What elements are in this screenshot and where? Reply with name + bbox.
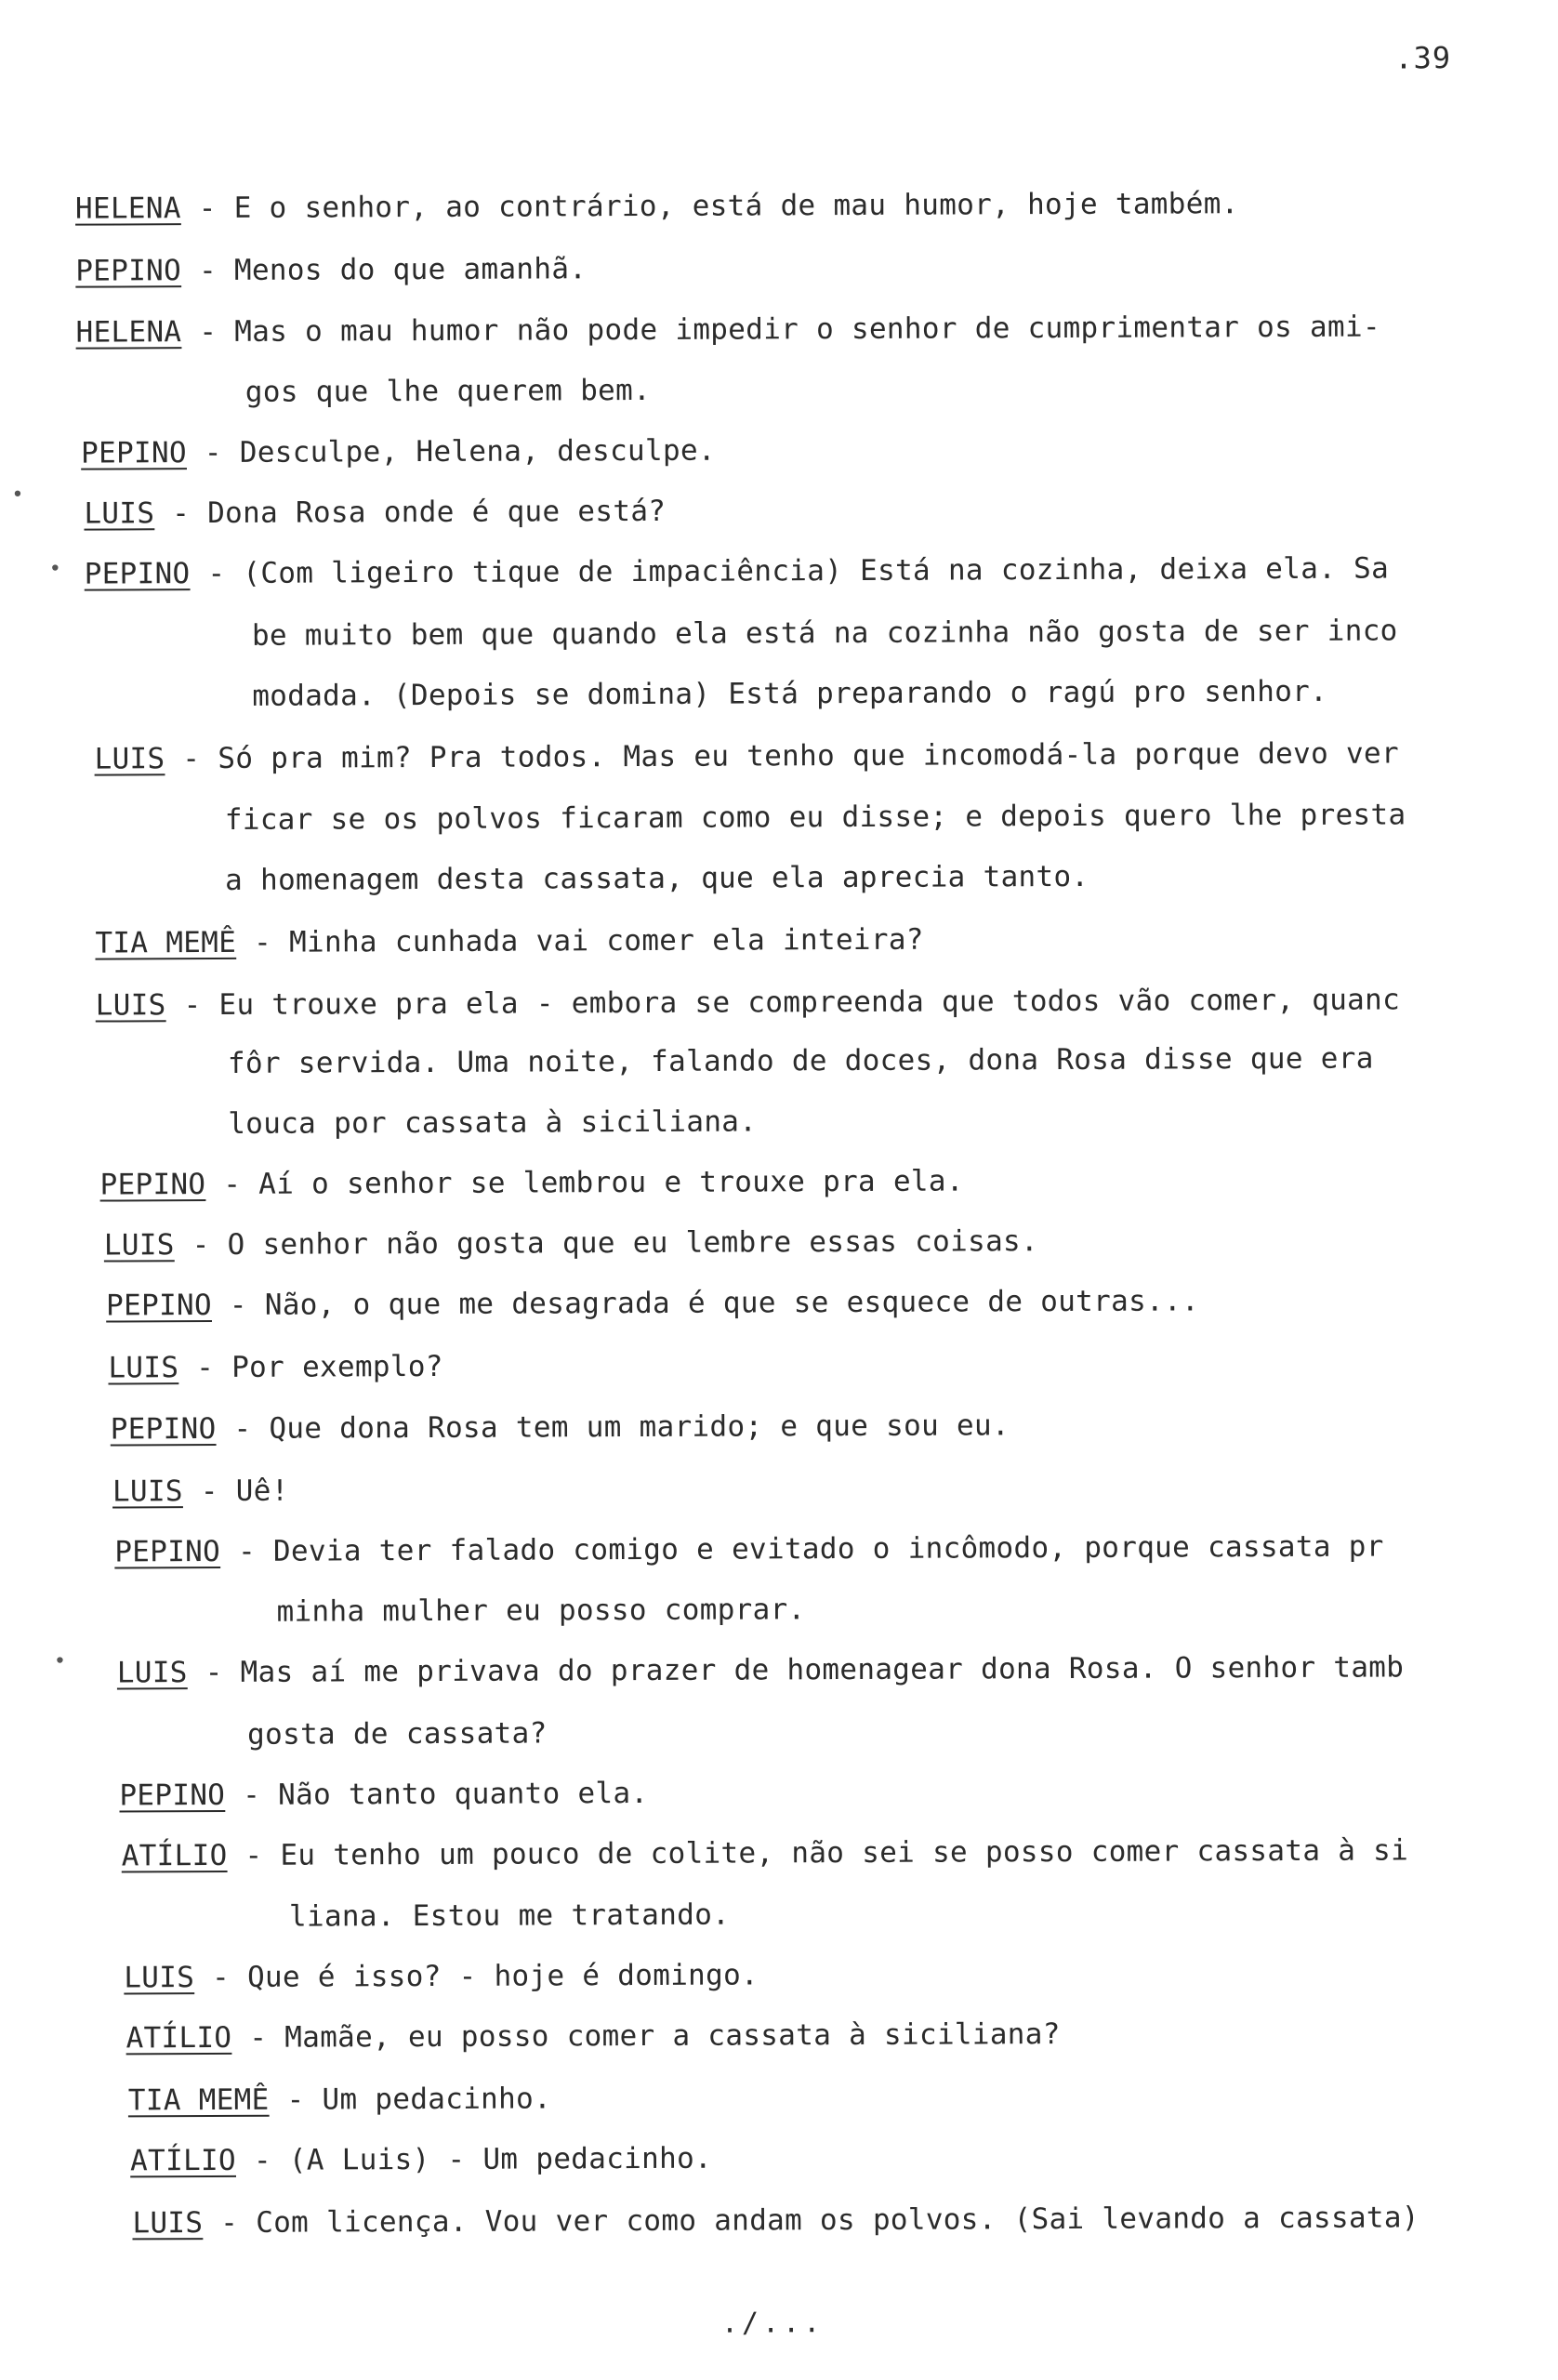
speaker-name: HELENA	[75, 315, 182, 350]
dialogue-text: - Eu tenho um pouco de colite, não sei se posso comer cassata à si	[227, 1833, 1409, 1872]
dialogue-text: - Dona Rosa onde é que está?	[154, 494, 667, 531]
script-line	[94, 734, 1398, 777]
script-line	[114, 1528, 1384, 1571]
script-line	[128, 2080, 551, 2119]
speaker-name: PEPINO	[106, 1289, 213, 1323]
speaker-name: LUIS	[132, 2206, 204, 2241]
speaker-name: LUIS	[103, 1228, 175, 1263]
speaker-name: HELENA	[74, 192, 181, 226]
speaker-name: PEPINO	[119, 1778, 226, 1813]
dialogue-text: - Mas o mau humor não pode impedir o senhor de cumprimentar os ami-	[181, 310, 1380, 350]
dialogue-text: - (A Luis) - Um pedacinho.	[235, 2141, 713, 2177]
dialogue-text: - E o senhor, ao contrário, está de mau humor, hoje também.	[180, 187, 1239, 226]
speaker-name: PEPINO	[99, 1168, 206, 1202]
dialogue-text: louca por cassata à siciliana.	[228, 1104, 758, 1141]
speaker-name: TIA MEMÊ	[127, 2082, 270, 2118]
speaker-name: ATÍLIO	[125, 2020, 232, 2056]
dialogue-text: minha mulher eu posso comprar.	[276, 1593, 806, 1629]
dialogue-text: - Mamãe, eu posso comer a cassata à siciliana?	[231, 2017, 1061, 2055]
dialogue-text: - Só pra mim? Pra todos. Mas eu tenho que incomodá-la porque devo ver	[165, 736, 1399, 776]
script-line	[108, 1348, 442, 1387]
dialogue-text: - Uê!	[182, 1474, 289, 1509]
script-line	[289, 1897, 730, 1936]
dialogue-text: - Que dona Rosa tem um marido; e que sou eu.	[216, 1408, 1010, 1446]
scan-dot: •	[48, 557, 61, 581]
speaker-name: ATÍLIO	[130, 2143, 237, 2178]
speaker-name: LUIS	[124, 1961, 195, 1995]
speaker-name: LUIS	[108, 1351, 179, 1385]
script-line	[75, 309, 1380, 351]
speaker-name: ATÍLIO	[121, 1838, 228, 1873]
script-line	[228, 1103, 757, 1142]
dialogue-text: - O senhor não gosta que eu lembre essas coisas.	[174, 1224, 1038, 1263]
script-line	[85, 549, 1389, 592]
scan-dot: •	[11, 483, 24, 507]
script-line	[75, 250, 587, 289]
script-line	[104, 1223, 1038, 1263]
dialogue-text: - (Com ligeiro tique de impaciência) Está na cozinha, deixa ela. Sa	[190, 551, 1390, 591]
speaker-name: PEPINO	[84, 557, 191, 591]
script-line	[95, 921, 923, 962]
script-line	[247, 1714, 548, 1752]
script-line	[111, 1407, 1010, 1448]
dialogue-text: - Que é isso? - hoje é domingo.	[194, 1958, 759, 1995]
speaker-name: LUIS	[94, 742, 165, 776]
script-line	[96, 981, 1400, 1024]
script-line	[124, 1956, 759, 1996]
dialogue-text: - Devia ter falado comigo e evitado o incômodo, porque cassata pr	[220, 1529, 1384, 1568]
dialogue-text: gos que lhe querem bem.	[244, 373, 652, 409]
speaker-name: PEPINO	[75, 254, 182, 288]
dialogue-text: - Por exemplo?	[178, 1349, 443, 1385]
script-line	[245, 372, 651, 411]
script-line	[130, 2140, 712, 2180]
dialogue-text: - Mas aí me privava do prazer de homenagear dona Rosa. O senhor tamb	[187, 1650, 1405, 1690]
speaker-name: LUIS	[112, 1474, 183, 1509]
speaker-name: LUIS	[84, 496, 155, 531]
dialogue-text: - Aí o senhor se lembrou e trouxe pra ela.	[205, 1164, 964, 1202]
speaker-name: PEPINO	[81, 436, 188, 470]
speaker-name: PEPINO	[110, 1412, 217, 1447]
scan-dot: •	[53, 1649, 67, 1673]
dialogue-text: - Minha cunhada vai comer ela inteira?	[236, 922, 924, 959]
dialogue-text: - Menos do que amanhã.	[180, 252, 588, 288]
script-line	[75, 185, 1239, 227]
script-line	[252, 612, 1398, 654]
dialogue-text: - Desculpe, Helena, desculpe.	[186, 433, 716, 470]
script-line	[99, 1162, 963, 1203]
script-line	[132, 2199, 1419, 2241]
script-line	[122, 1831, 1409, 1874]
script-line	[276, 1591, 805, 1630]
script-line	[225, 796, 1406, 839]
continuation-mark: ./...	[720, 2307, 825, 2340]
page-number: .39	[1394, 40, 1452, 76]
speaker-name: TIA MEMÊ	[95, 925, 237, 960]
dialogue-text: - Não, o que me desagrada é que se esquece de outras...	[211, 1284, 1199, 1323]
script-line	[225, 858, 1089, 899]
dialogue-text: fôr servida. Uma noite, falando de doces, dona Rosa disse que era	[227, 1041, 1374, 1080]
dialogue-text: ficar se os polvos ficaram como eu disse; e depois quero lhe presta	[224, 798, 1406, 837]
dialogue-text: a homenagem desta cassata, que ela aprecia tanto.	[225, 859, 1089, 897]
dialogue-text: liana. Estou me tratando.	[288, 1897, 731, 1934]
script-line	[117, 1648, 1405, 1691]
dialogue-text: gosta de cassata?	[247, 1716, 548, 1752]
script-line	[81, 432, 716, 472]
script-line	[84, 493, 666, 533]
speaker-name: LUIS	[95, 988, 166, 1023]
dialogue-text: - Com licença. Vou ver como andam os polvos. (Sai levando a cassata)	[203, 2201, 1419, 2241]
dialogue-text: - Não tanto quanto ela.	[225, 1776, 649, 1812]
dialogue-text: - Um pedacinho.	[269, 2082, 552, 2117]
script-line	[125, 2016, 1060, 2056]
script-line	[119, 1775, 648, 1814]
script-line	[106, 1282, 1199, 1324]
dialogue-text: - Eu trouxe pra ela - embora se compreenda que todos vão comer, quanc	[165, 983, 1401, 1023]
script-line	[228, 1040, 1374, 1082]
dialogue-text: modada. (Depois se domina) Está preparando o ragú pro senhor.	[252, 674, 1328, 713]
speaker-name: LUIS	[116, 1656, 188, 1690]
dialogue-text: be muito bem que quando ela está na cozinha não gosta de ser inco	[251, 614, 1398, 653]
script-line	[252, 673, 1327, 715]
script-line	[112, 1473, 289, 1511]
speaker-name: PEPINO	[114, 1534, 221, 1569]
